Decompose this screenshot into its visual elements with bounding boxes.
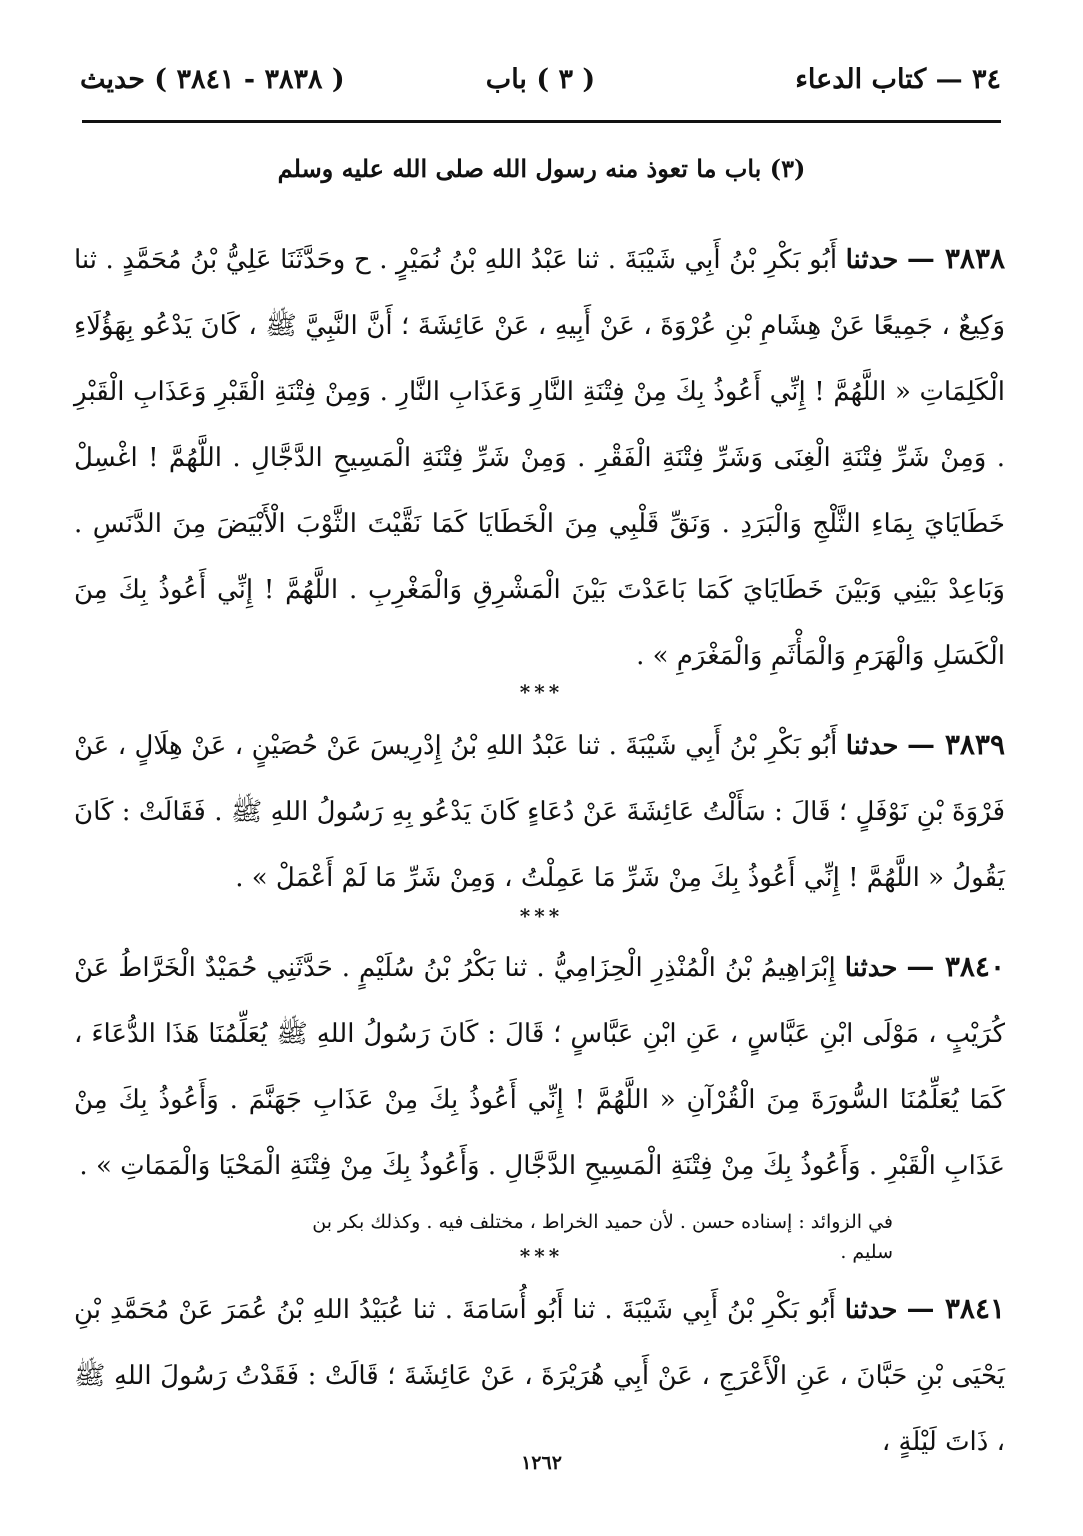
hadith-3839	[74, 712, 1005, 911]
footer-page-number: ١٢٦٢	[521, 1452, 562, 1474]
hadith-range-label: ( ٣٨٣٨ - ٣٨٤١ ) حديث	[80, 64, 345, 95]
hadith-lead: حدثنا	[844, 953, 898, 983]
hadith-text: أَبُو بَكْرِ بْنُ أَبِي شَيْبَةَ . ثنا عَبْدُ اللهِ بْنُ إِدْرِيسَ عَنْ حُصَيْنٍ ، عَنْ هِلَالٍ ، عَنْ فَرْوَةَ بْنِ نَوْفَلٍ ؛ قَالَ : سَأَلْتُ عَائِشَةَ عَنْ دُعَاءٍ كَانَ يَدْعُو بِهِ رَسُولُ اللهِ ﷺ . فَقَالَتْ : كَانَ يَقُولُ « اللَّهُمَّ ! إِنِّي أَعُوذُ بِكَ مِنْ شَرِّ مَا عَمِلْتُ ، وَمِنْ شَرِّ مَا لَمْ أَعْمَلْ » .	[74, 731, 1005, 893]
separator-stars: ***	[519, 680, 564, 704]
hadith-text: أَبُو بَكْرِ بْنُ أَبِي شَيْبَةَ . ثنا أَبُو أُسَامَةَ . ثنا عُبَيْدُ اللهِ بْنُ عُمَرَ عَنْ مُحَمَّدِ بْنِ يَحْيَى بْنِ حَبَّانَ ، عَنِ الْأَعْرَجِ ، عَنْ أَبِي هُرَيْرَةَ ، عَنْ عَائِشَةَ ؛ قَالَتْ : فَقَدْتُ رَسُولَ اللهِ ﷺ ، ذَاتَ لَيْلَةٍ ،	[74, 1295, 1005, 1457]
hadith-3838	[74, 226, 1005, 689]
hadith-number: ٣٨٤١ —	[906, 1292, 1006, 1325]
hadith-3841	[74, 1276, 1005, 1475]
hadith-lead: حدثنا	[844, 1295, 898, 1325]
hadith-lead: حدثنا	[845, 731, 899, 761]
hadith-text: أَبُو بَكْرِ بْنُ أَبِي شَيْبَةَ . ثنا عَبْدُ اللهِ بْنُ نُمَيْرٍ . ح وحَدَّثَنَا عَلِيُّ بْنُ مُحَمَّدٍ . ثنا وَكِيعٌ ، جَمِيعًا عَنْ هِشَامِ بْنِ عُرْوَةَ ، عَنْ أَبِيهِ ، عَنْ عَائِشَةَ ؛ أَنَّ النَّبِيَّ ﷺ ، كَانَ يَدْعُو بِهَؤُلَاءِ الْكَلِمَاتِ « اللَّهُمَّ ! إِنِّي أَعُوذُ بِكَ مِنْ فِتْنَةِ النَّارِ وَعَذَابِ النَّارِ . وَمِنْ فِتْنَةِ الْقَبْرِ وَعَذَابِ الْقَبْرِ . وَمِنْ شَرِّ فِتْنَةِ الْغِنَى وَشَرِّ فِتْنَةِ الْفَقْرِ . وَمِنْ شَرِّ فِتْنَةِ الْمَسِيحِ الدَّجَّالِ . اللَّهُمَّ ! اغْسِلْ خَطَايَايَ بِمَاءِ الثَّلْجِ وَالْبَرَدِ . وَنَقِّ قَلْبِي مِنَ الْخَطَايَا كَمَا نَقَّيْتَ الثَّوْبَ الْأَبْيَضَ مِنَ الدَّنَسِ . وَبَاعِدْ بَيْنِي وَبَيْنَ خَطَايَايَ كَمَا بَاعَدْتَ بَيْنَ الْمَشْرِقِ وَالْمَغْرِبِ . اللَّهُمَّ ! إِنِّي أَعُوذُ بِكَ مِنَ الْكَسَلِ وَالْهَرَمِ وَالْمَأْثَمِ وَالْمَغْرَمِ » .	[74, 245, 1005, 671]
hadith-3840	[74, 934, 1005, 1199]
page-label: ٣٤ — كتاب الدعاء	[795, 64, 1001, 95]
hadith-lead: حدثنا	[845, 245, 899, 275]
hadith-number: ٣٨٤٠ —	[906, 950, 1005, 983]
chapter-title: (٣) باب ما تعوذ منه رسول الله صلى الله عليه وسلم	[277, 154, 806, 183]
separator-stars: ***	[519, 904, 564, 928]
hadith-text: إِبْرَاهِيمُ بْنُ الْمُنْذِرِ الْحِزَامِيُّ . ثنا بَكْرُ بْنُ سُلَيْمٍ . حَدَّثَنِي حُمَيْدٌ الْخَرَّاطُ عَنْ كُرَيْبٍ ، مَوْلَى ابْنِ عَبَّاسٍ ، عَنِ ابْنِ عَبَّاسٍ ؛ قَالَ : كَانَ رَسُولُ اللهِ ﷺ يُعَلِّمُنَا هَذَا الدُّعَاءَ ، كَمَا يُعَلِّمُنَا السُّورَةَ مِنَ الْقُرْآنِ « اللَّهُمَّ ! إِنِّي أَعُوذُ بِكَ مِنْ عَذَابِ جَهَنَّمَ . وَأَعُوذُ بِكَ مِنْ عَذَابِ الْقَبْرِ . وَأَعُوذُ بِكَ مِنْ فِتْنَةِ الْمَسِيحِ الدَّجَّالِ . وَأَعُوذُ بِكَ مِنْ فِتْنَةِ الْمَحْيَا وَالْمَمَاتِ » .	[74, 953, 1005, 1181]
separator-stars: ***	[519, 1244, 564, 1268]
hadith-number: ٣٨٣٨ —	[906, 242, 1006, 275]
zawaid-note: في الزوائد : إسناده حسن . لأن حميد الخراط ، مختلف فيه . وكذلك بكر بن سليم .	[312, 1211, 893, 1263]
header-rule	[82, 120, 1001, 123]
running-header	[80, 60, 1001, 116]
bab-label: ( ٣ ) باب	[485, 64, 596, 95]
hadith-number: ٣٨٣٩ —	[906, 728, 1005, 761]
